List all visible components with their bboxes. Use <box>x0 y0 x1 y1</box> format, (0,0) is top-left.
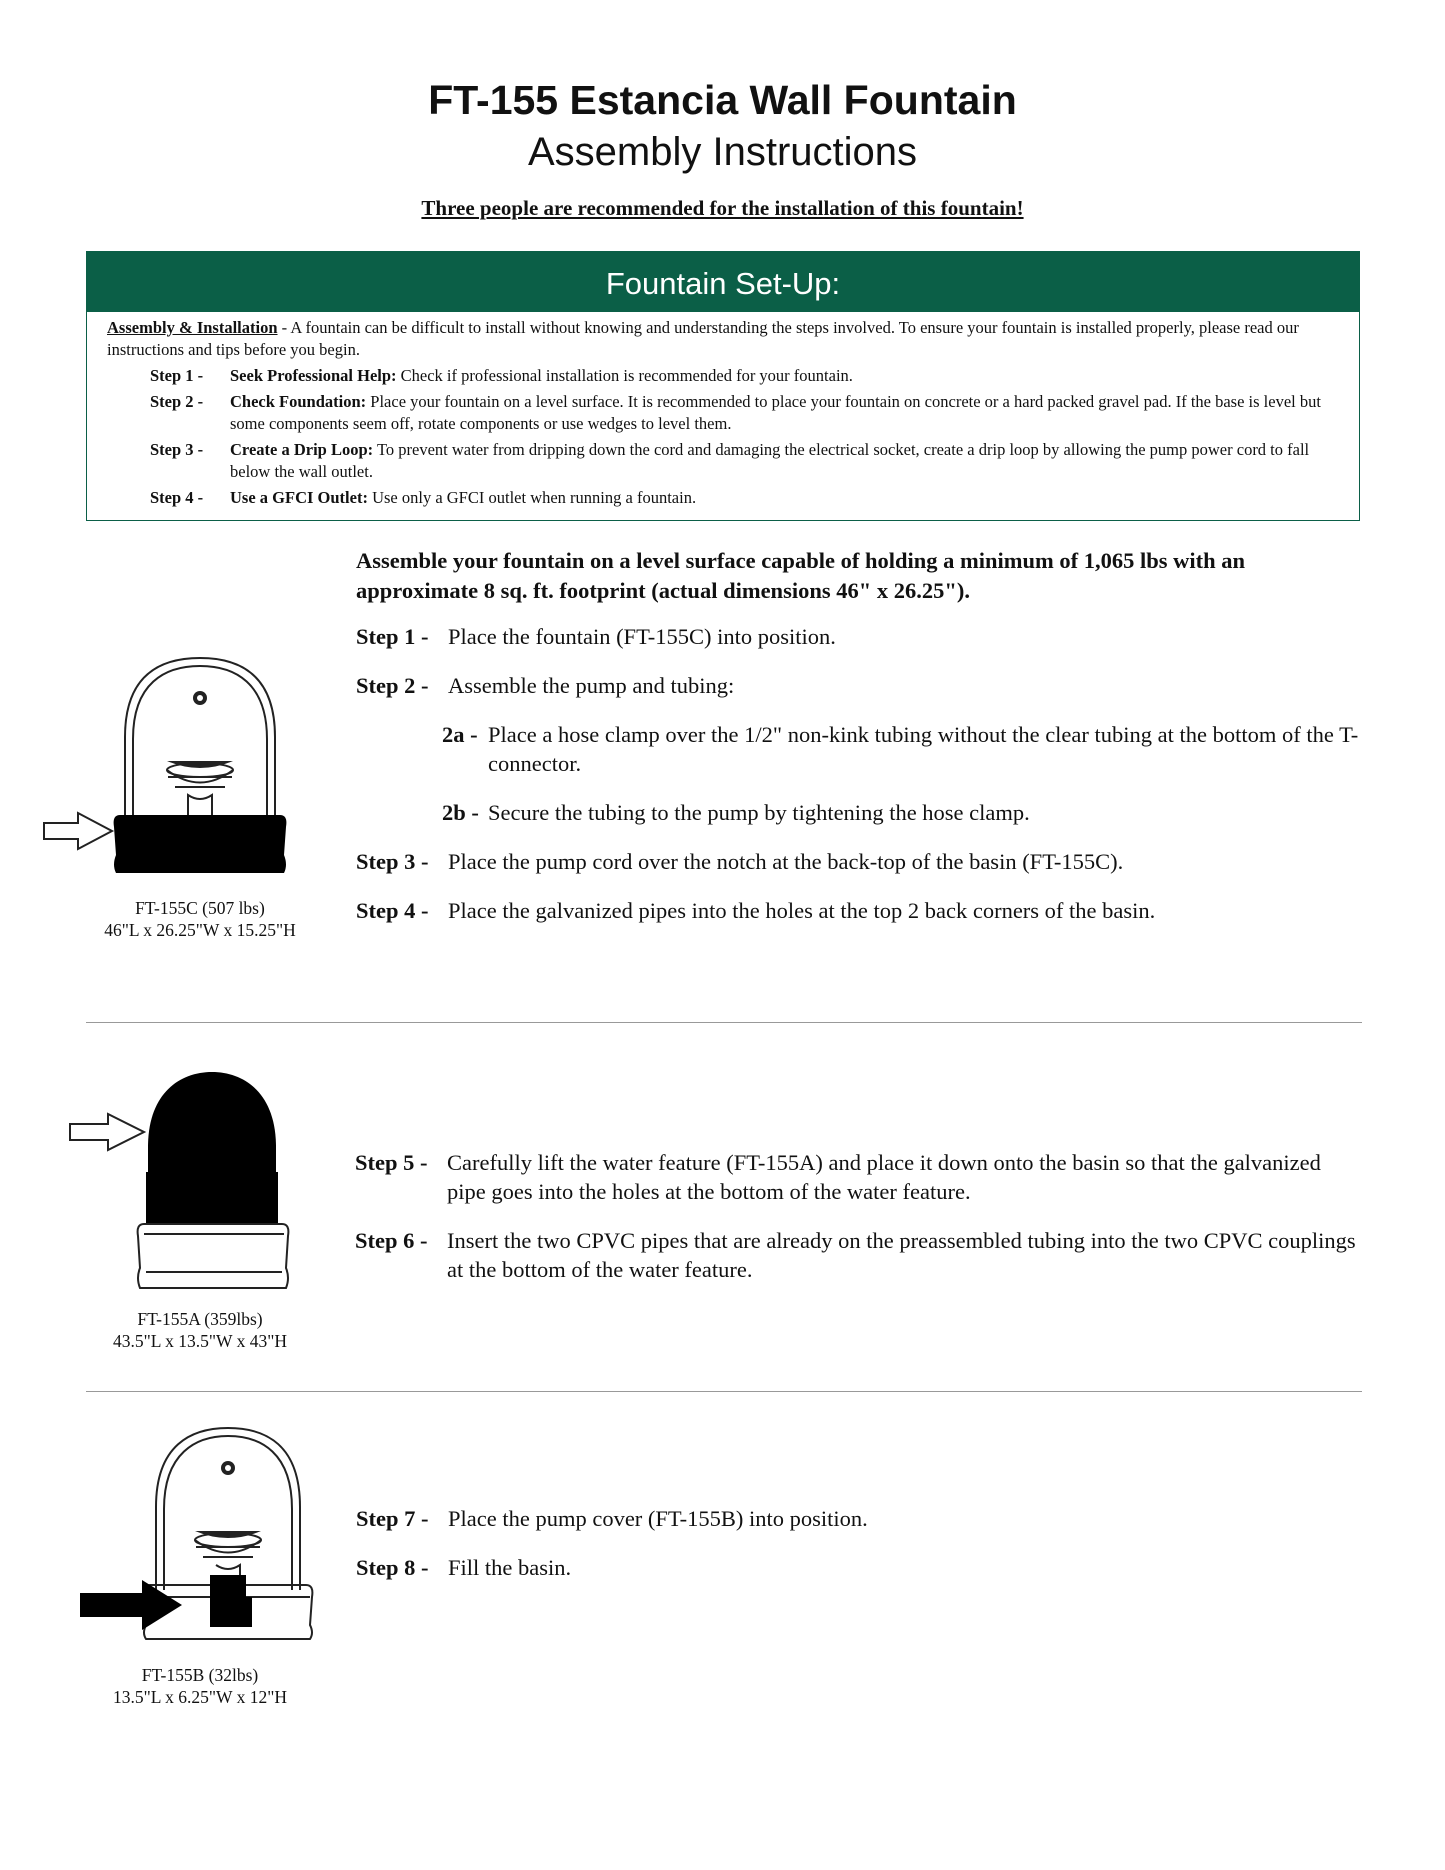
assembly-step-6 <box>355 1226 1361 1284</box>
substep-label: 2b - <box>442 800 479 825</box>
setup-heading: Fountain Set-Up: <box>87 252 1359 312</box>
setup-step-text: Place your fountain on a level surface. It is recommended to place your fountain on concrete or a hard packed gravel pad. If the base is level but some components seem off, rotate components or use wedges to level them. <box>230 392 1321 433</box>
assembly-step-1 <box>356 622 1361 651</box>
setup-step-title: Seek Professional Help: <box>230 366 397 385</box>
setup-body <box>87 312 1359 509</box>
pump-cover-caption <box>66 1664 334 1708</box>
step-label: Step 6 - <box>355 1228 428 1253</box>
assembly-step-4 <box>356 896 1361 925</box>
step-text: Insert the two CPVC pipes that are already on the preassembled tubing into the two CPVC couplings at the bottom of the water feature. <box>447 1228 1356 1282</box>
step-text: Place the pump cord over the notch at the back-top of the basin (FT-155C). <box>448 849 1124 874</box>
assembly-substep-2a <box>442 720 1361 778</box>
installation-notice: Three people are recommended for the installation of this fountain! <box>421 196 1024 220</box>
setup-step-text: To prevent water from dripping down the cord and damaging the electrical socket, create a drip loop by allowing the pump power cord to fall below the wall outlet. <box>230 440 1310 481</box>
assembly-step-2 <box>356 671 1361 700</box>
step-label: Step 7 - <box>356 1506 429 1531</box>
step-text: Fill the basin. <box>448 1555 572 1580</box>
setup-intro-text: - A fountain can be difficult to install without knowing and understanding the steps involved. To ensure your fountain is installed properly, please read our instructions and tips before you begin. <box>107 318 1299 359</box>
section-divider <box>86 1391 1362 1392</box>
step-label: Step 2 - <box>356 673 429 698</box>
setup-step-1 <box>107 365 1339 387</box>
setup-step-3 <box>107 439 1339 483</box>
setup-step-label: Step 4 - <box>150 488 204 507</box>
section1-intro: Assemble your fountain on a level surface capable of holding a minimum of 1,065 lbs with an approximate 8 sq. ft. footprint (actual dimensions 46" x 26.25"). <box>356 548 1246 603</box>
section1-text <box>356 546 1361 925</box>
water-feature-highlight-illustration <box>64 1072 324 1292</box>
section2-text <box>355 1148 1361 1284</box>
fountain-basin-highlight-illustration <box>40 655 300 885</box>
setup-step-label: Step 2 - <box>150 392 204 411</box>
caption-name: FT-155C (507 lbs) <box>135 898 265 918</box>
substep-text: Place a hose clamp over the 1/2" non-kink tubing without the clear tubing at the bottom of the T-connector. <box>488 722 1359 776</box>
page-subtitle: Assembly Instructions <box>527 130 918 174</box>
setup-step-text: Check if professional installation is recommended for your fountain. <box>396 366 853 385</box>
water-feature-caption <box>66 1308 334 1352</box>
caption-name: FT-155A (359lbs) <box>137 1309 263 1329</box>
assembly-step-3 <box>356 847 1361 876</box>
caption-dimensions: 43.5"L x 13.5"W x 43"H <box>112 1331 288 1351</box>
assembly-step-7 <box>356 1504 1361 1533</box>
setup-step-4 <box>107 487 1339 509</box>
section3-text <box>356 1504 1361 1582</box>
setup-intro-label: Assembly & Installation <box>107 318 278 337</box>
caption-dimensions: 46"L x 26.25"W x 15.25"H <box>104 920 296 940</box>
substep-text: Secure the tubing to the pump by tightening the hose clamp. <box>488 800 1030 825</box>
assembly-step-8 <box>356 1553 1361 1582</box>
page-title: FT-155 Estancia Wall Fountain <box>428 77 1017 123</box>
assembly-substep-2b <box>442 798 1361 827</box>
setup-step-label: Step 3 - <box>150 440 204 459</box>
pump-cover-highlight-illustration <box>76 1425 336 1645</box>
step-label: Step 4 - <box>356 898 429 923</box>
step-text: Place the pump cover (FT-155B) into position. <box>448 1506 868 1531</box>
section-divider <box>86 1022 1362 1023</box>
step-label: Step 8 - <box>356 1555 429 1580</box>
step-text: Carefully lift the water feature (FT-155A) and place it down onto the basin so that the galvanized pipe goes into the holes at the bottom of the water feature. <box>447 1150 1321 1204</box>
caption-name: FT-155B (32lbs) <box>141 1665 259 1685</box>
basin-caption <box>66 897 334 941</box>
setup-step-2 <box>107 391 1339 435</box>
setup-step-title: Use a GFCI Outlet: <box>230 488 368 507</box>
step-text: Place the galvanized pipes into the holes at the top 2 back corners of the basin. <box>448 898 1156 923</box>
assembly-step-5 <box>355 1148 1361 1206</box>
substep-label: 2a - <box>442 722 478 747</box>
setup-step-label: Step 1 - <box>150 366 204 385</box>
step-text: Place the fountain (FT-155C) into position. <box>448 624 836 649</box>
setup-box <box>86 251 1360 521</box>
caption-dimensions: 13.5"L x 6.25"W x 12"H <box>112 1687 288 1707</box>
step-text: Assemble the pump and tubing: <box>448 673 735 698</box>
step-label: Step 1 - <box>356 624 429 649</box>
step-label: Step 5 - <box>355 1150 428 1175</box>
step-label: Step 3 - <box>356 849 429 874</box>
setup-step-title: Check Foundation: <box>230 392 367 411</box>
setup-step-title: Create a Drip Loop: <box>230 440 374 459</box>
setup-intro <box>107 317 1339 361</box>
setup-step-text: Use only a GFCI outlet when running a fountain. <box>367 488 697 507</box>
